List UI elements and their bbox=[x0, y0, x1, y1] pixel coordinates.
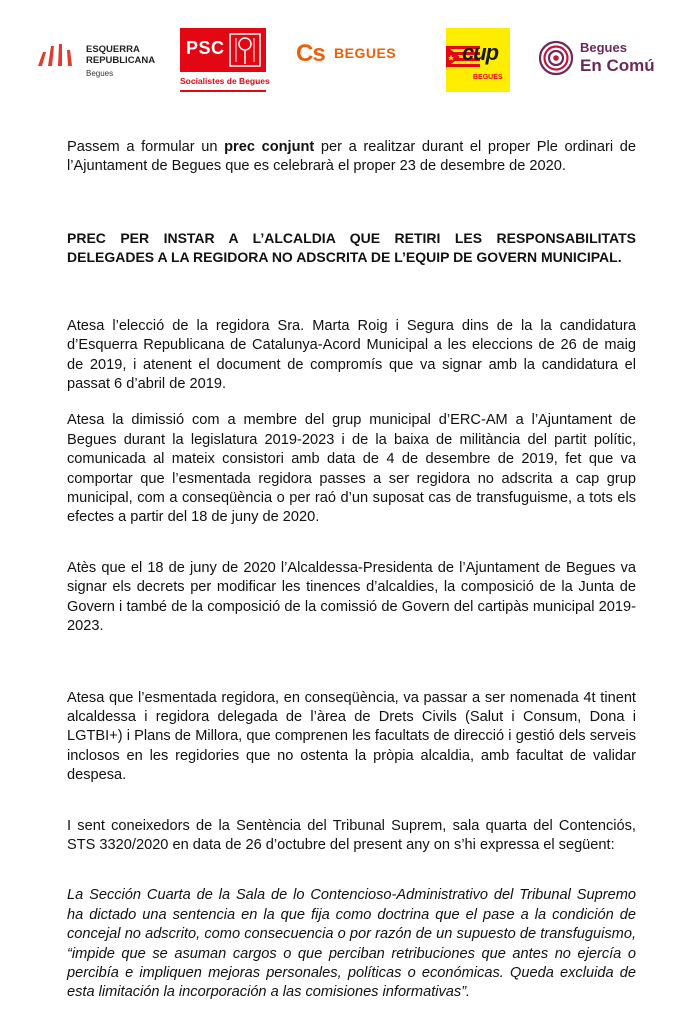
erc-logo bbox=[38, 40, 158, 86]
erc-stripes-icon bbox=[38, 44, 78, 66]
bec-line2: En Comú bbox=[580, 56, 655, 75]
cup-place: BEGUES bbox=[473, 74, 503, 81]
erc-name-line2: REPUBLICANA bbox=[86, 55, 156, 66]
document-body bbox=[67, 138, 636, 1003]
paragraph-resignation: Atesa la dimissió com a membre del grup municipal d’ERC-AM a l’Ajuntament de Begues durant la legislatura 2019-2023 i de la baixa de militància del partit polític, comunicada al mateix consistori amb data de 4 de desembre de 2019, fet que va comportar que l’esmentada regidora passes a ser regidora no adscrita a cap grup municipal, com a conseqüència o per raó d’un suposat cas de transfuguisme, a tots els efectes a partir del 18 de juny de 2020. bbox=[67, 412, 636, 526]
ruling-quote: La Sección Cuarta de la Sala de lo Contencioso-Administrativo del Tribunal Supremo ha dictado una sentencia en la que fija como doctrina que el pase a la condición de concejal no adscrito, como consecuencia o por razón de un supuesto de transfuguismo, “impide que se asuman cargos o que perciban retribuciones que antes no ejercía o percibía e impliquen mejoras personales, políticas o económicas. Queda excluida de esta limitación la incorporación a las comisiones informativas”. bbox=[67, 887, 636, 1001]
cs-logo bbox=[296, 40, 410, 70]
paragraph-decrees: Atès que el 18 de juny de 2020 l’Alcaldessa-Presidenta de l’Ajuntament de Begues va signar els decrets per modificar les tinences d’alcaldies, la composició de la Junta de Govern i també de la composició de la comissió de Govern del cartipàs municipal 2019-2023. bbox=[67, 559, 636, 635]
cup-logo bbox=[446, 28, 510, 92]
paragraph-appointment: Atesa que l’esmentada regidora, en conseqüència, va passar a ser nomenada 4t tinent alcaldessa i regidora delegada de l’àrea de Drets Civils (Salut i Consum, Dona i LGTBI+) i Plans de Millora, que comprenen les facultats de direcció i gestió dels serveis inclosos en les regidories que no ostenta la pròpia alcaldia, amb facultat de validar despesa. bbox=[67, 689, 636, 784]
intro-emphasis: prec conjunt bbox=[224, 139, 315, 155]
intro-text-end: per a realitzar durant el proper Ple ordinari de l’Ajuntament de Begues que es celebrarà el proper 23 de desembre de 2020. bbox=[67, 139, 636, 175]
psc-subtitle: Socialistes de Begues bbox=[180, 76, 270, 86]
rose-icon bbox=[228, 32, 262, 68]
erc-name bbox=[86, 44, 155, 66]
document-title: PREC PER INSTAR A L’ALCALDIA QUE RETIRI LES RESPONSABILITATS DELEGADES A LA REGIDORA NO ADSCRITA DE L’EQUIP DE GOVERN MUNICIPAL. bbox=[67, 229, 636, 265]
psc-red-box bbox=[180, 28, 266, 72]
psc-letters: PSC bbox=[186, 38, 225, 58]
erc-name-line1: ESQUERRA bbox=[86, 44, 140, 55]
paragraph-election: Atesa l’elecció de la regidora Sra. Marta Roig i Segura dins de la la candidatura d’Esquerra Republicana de Catalunya-Acord Municipal a les eleccions de 26 de maig de 2019, i atenent el document de compromís que va signar amb la candidatura el passat 6 d’abril de 2019. bbox=[67, 317, 636, 393]
paragraph-ruling: I sent coneixedors de la Sentència del Tribunal Suprem, sala quarta del Contenciós, STS 3320/2020 en data de 26 d’octubre del present any on s’hi expressa el següent: bbox=[67, 817, 636, 853]
cs-mark: Cs bbox=[296, 40, 325, 67]
begues-en-comu-logo bbox=[538, 38, 663, 82]
concentric-circles-icon bbox=[538, 40, 574, 76]
psc-logo bbox=[180, 28, 270, 94]
intro-paragraph bbox=[67, 138, 636, 177]
intro-text-start: Passem a formular un bbox=[67, 139, 225, 155]
bec-line1: Begues bbox=[580, 40, 627, 55]
psc-underline bbox=[180, 90, 266, 92]
cs-place: BEGUES bbox=[334, 45, 397, 61]
erc-place: Begues bbox=[86, 69, 114, 78]
cup-name: cup bbox=[462, 40, 499, 65]
party-logos-header bbox=[38, 26, 663, 98]
